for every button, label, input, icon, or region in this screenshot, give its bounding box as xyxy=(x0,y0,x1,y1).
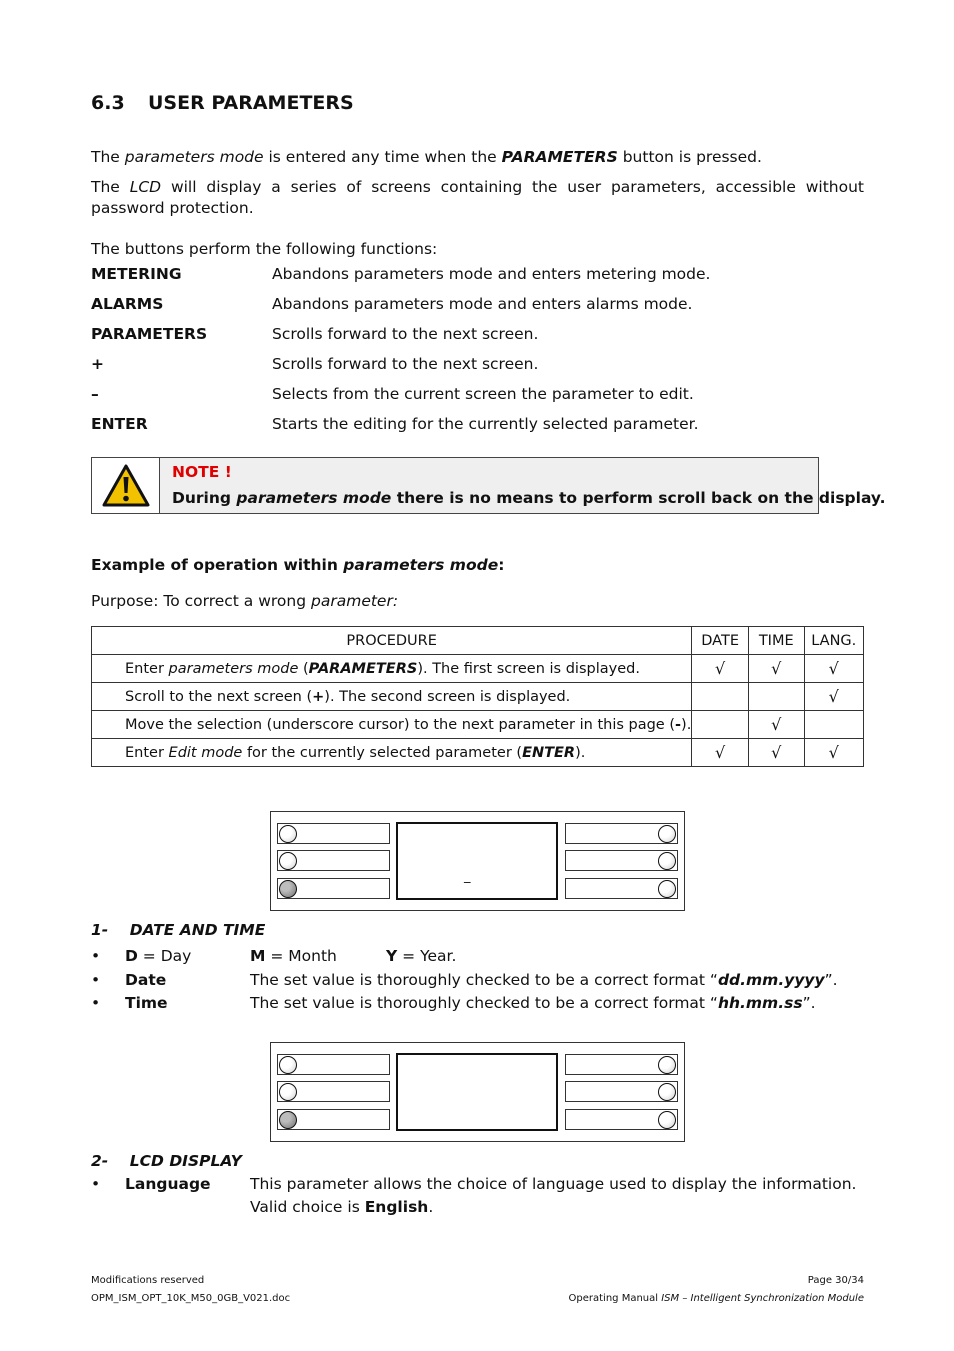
lcd-display-heading: 2- LCD DISPLAY xyxy=(91,1152,242,1170)
check-lang: √ xyxy=(804,683,864,711)
lcd-screen xyxy=(396,1053,558,1131)
panel-button-left-2[interactable] xyxy=(277,850,390,871)
header-lang: LANG. xyxy=(804,627,864,655)
knob-icon xyxy=(279,852,297,870)
legend-day: D = Day xyxy=(125,947,192,965)
check-time: √ xyxy=(748,655,804,683)
panel-button-left-3[interactable] xyxy=(277,878,390,899)
bullet-dot: • xyxy=(91,971,101,989)
section-number: 6.3 xyxy=(91,92,125,114)
fn-key-plus: + xyxy=(91,355,104,373)
fn-desc-enter: Starts the editing for the currently selected parameter. xyxy=(272,415,699,433)
knob-icon xyxy=(658,825,676,843)
fn-desc-parameters: Scrolls forward to the next screen. xyxy=(272,325,539,343)
example-heading: Example of operation within parameters mode: xyxy=(91,556,505,574)
procedure-step: Enter Edit mode for the currently selected parameter (ENTER). xyxy=(92,739,692,767)
date-description: The set value is thoroughly checked to be a correct format “dd.mm.yyyy”. xyxy=(250,971,838,989)
fn-key-parameters: PARAMETERS xyxy=(91,325,208,343)
panel-button-right-1[interactable] xyxy=(565,823,678,844)
language-description: This parameter allows the choice of language used to display the information. xyxy=(250,1175,857,1193)
table-row xyxy=(92,683,864,711)
legend-month: M = Month xyxy=(250,947,337,965)
check-date: √ xyxy=(692,739,749,767)
time-label: Time xyxy=(125,994,168,1012)
knob-icon xyxy=(658,852,676,870)
check-time: √ xyxy=(748,711,804,739)
procedure-step: Scroll to the next screen (+). The second screen is displayed. xyxy=(92,683,692,711)
fn-desc-alarms: Abandons parameters mode and enters alarms mode. xyxy=(272,295,693,313)
date-time-heading: 1- DATE AND TIME xyxy=(91,921,266,939)
note-box xyxy=(91,457,886,514)
lcd-panel-date-time xyxy=(270,811,685,911)
check-time: √ xyxy=(748,739,804,767)
footer-modifications: Modifications reserved xyxy=(91,1275,205,1286)
knob-icon xyxy=(279,1083,297,1101)
procedure-step: Move the selection (underscore cursor) to the next parameter in this page (-). xyxy=(92,711,692,739)
header-time: TIME xyxy=(748,627,804,655)
panel-button-left-1[interactable] xyxy=(277,823,390,844)
lcd-screen xyxy=(396,822,558,900)
bullet-dot: • xyxy=(91,1175,101,1193)
warning-icon xyxy=(101,463,151,509)
knob-pressed-icon xyxy=(279,880,297,898)
panel-button-right-2[interactable] xyxy=(565,850,678,871)
purpose-text: Purpose: To correct a wrong parameter: xyxy=(91,592,399,610)
table-row xyxy=(92,711,864,739)
footer-page-number: Page 30/34 xyxy=(807,1275,864,1286)
check-date xyxy=(692,711,749,739)
knob-icon xyxy=(279,1056,297,1074)
check-lang xyxy=(804,711,864,739)
fn-key-alarms: ALARMS xyxy=(91,295,164,313)
fn-key-enter: ENTER xyxy=(91,415,148,433)
bullet-dot: • xyxy=(91,994,101,1012)
underscore-cursor: _ xyxy=(464,869,471,884)
intro-paragraph-1: The parameters mode is entered any time when the PARAMETERS button is pressed. xyxy=(91,148,762,166)
table-row xyxy=(92,655,864,683)
check-lang: √ xyxy=(804,655,864,683)
knob-icon xyxy=(658,1056,676,1074)
fn-key-minus: – xyxy=(91,385,99,403)
intro-paragraph-2: The LCD will display a series of screens containing the user parameters, accessible without password protection. xyxy=(91,178,864,217)
panel-button-left-1[interactable] xyxy=(277,1054,390,1075)
header-date: DATE xyxy=(692,627,749,655)
footer-manual-title: Operating Manual ISM – Intelligent Synchronization Module xyxy=(568,1293,864,1304)
time-description: The set value is thoroughly checked to be a correct format “hh.mm.ss”. xyxy=(250,994,816,1012)
language-label: Language xyxy=(125,1175,211,1193)
header-procedure: PROCEDURE xyxy=(92,627,692,655)
procedure-header-row xyxy=(92,627,864,655)
language-valid-choice: Valid choice is English. xyxy=(250,1198,434,1216)
legend-year: Y = Year. xyxy=(386,947,457,965)
section-title: USER PARAMETERS xyxy=(148,92,354,114)
footer-filename: OPM_ISM_OPT_10K_M50_0GB_V021.doc xyxy=(91,1293,291,1304)
knob-pressed-icon xyxy=(279,1111,297,1129)
procedure-table xyxy=(91,626,864,767)
procedure-step: Enter parameters mode (PARAMETERS). The first screen is displayed. xyxy=(92,655,692,683)
check-date xyxy=(692,683,749,711)
lcd-panel-language xyxy=(270,1042,685,1142)
knob-icon xyxy=(658,880,676,898)
intro-paragraph-3: The buttons perform the following functions: xyxy=(91,240,438,258)
date-label: Date xyxy=(125,971,167,989)
fn-desc-minus: Selects from the current screen the parameter to edit. xyxy=(272,385,694,403)
check-time xyxy=(748,683,804,711)
check-date: √ xyxy=(692,655,749,683)
knob-icon xyxy=(658,1083,676,1101)
panel-button-left-3[interactable] xyxy=(277,1109,390,1130)
table-row xyxy=(92,739,864,767)
panel-button-left-2[interactable] xyxy=(277,1081,390,1102)
note-title: NOTE ! xyxy=(172,463,232,481)
note-icon-cell xyxy=(92,458,160,513)
panel-button-right-3[interactable] xyxy=(565,878,678,899)
knob-icon xyxy=(279,825,297,843)
fn-desc-metering: Abandons parameters mode and enters metering mode. xyxy=(272,265,711,283)
note-text: During parameters mode there is no means to perform scroll back on the display. xyxy=(172,489,886,507)
check-lang: √ xyxy=(804,739,864,767)
panel-button-right-3[interactable] xyxy=(565,1109,678,1130)
panel-button-right-2[interactable] xyxy=(565,1081,678,1102)
fn-key-metering: METERING xyxy=(91,265,182,283)
knob-icon xyxy=(658,1111,676,1129)
panel-button-right-1[interactable] xyxy=(565,1054,678,1075)
fn-desc-plus: Scrolls forward to the next screen. xyxy=(272,355,539,373)
bullet-dot: • xyxy=(91,947,101,965)
